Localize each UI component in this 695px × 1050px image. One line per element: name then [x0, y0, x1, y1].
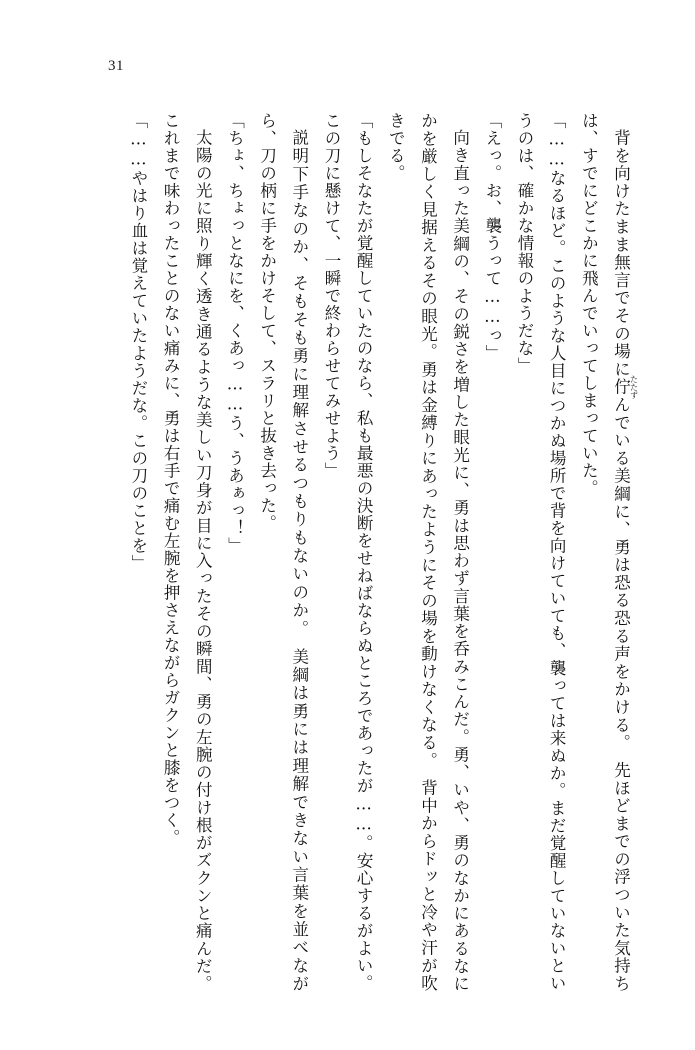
- ruby-tatazu: 佇 たたず: [611, 374, 639, 399]
- paragraph: 「もしそなたが覚醒していたのなら、私も最悪の決断をせねばならぬところであったが……。安心するがよい。この刀に懸けて、一瞬で終わらせてみせよう」: [321, 112, 374, 992]
- paragraph: 背を向けたまま無言でその場に佇 たたずんでいる美綱に、勇は恐る恐る声をかける。 先ほどまでの浮ついた気持ちは、すでにどこかに飛んでいってしまっていた。: [579, 112, 639, 992]
- body-text: [58, 112, 638, 992]
- paragraph: 説明下手なのか、そもそも勇に理解させるつもりもないのか。 美綱は勇には理解できない言葉を並べながら、刀の柄に手をかけそして、スラリと抜き去った。: [257, 112, 309, 992]
- paragraph: 向き直った美綱の、その鋭さを増した眼光に、勇は思わず言葉を呑みこんだ。勇、いや、勇のなかにあるなにかを厳しく見据えるその眼光。勇は金縛りにあったようにその場を動けなくなる。 背中からドッと冷や汗が吹きでる。: [386, 112, 470, 992]
- paragraph: 「……やはり血は覚えていたようだな。この刀のことを」: [128, 112, 148, 572]
- paragraph: 太陽の光に照り輝く透き通るような美しい刀身が目に入ったその瞬間、勇の左腕の付け根がズクンと痛んだ。これまで味わったことのない痛みに、勇は右手で痛む左腕を押さえながらガクンと膝をつく。: [161, 112, 213, 992]
- paragraph: 「えっ。お、襲うって……っ」: [482, 112, 502, 362]
- paragraph: 「……なるほど。このような人目につかぬ場所で背を向けていても、襲っては来ぬか。まだ覚醒していないというのは、確かな情報のようだな」: [514, 112, 567, 992]
- page-number: 31: [108, 58, 124, 74]
- paragraph: 「ちょ、ちょっとなにを、くあっ……う、うあぁっ！」: [225, 112, 245, 555]
